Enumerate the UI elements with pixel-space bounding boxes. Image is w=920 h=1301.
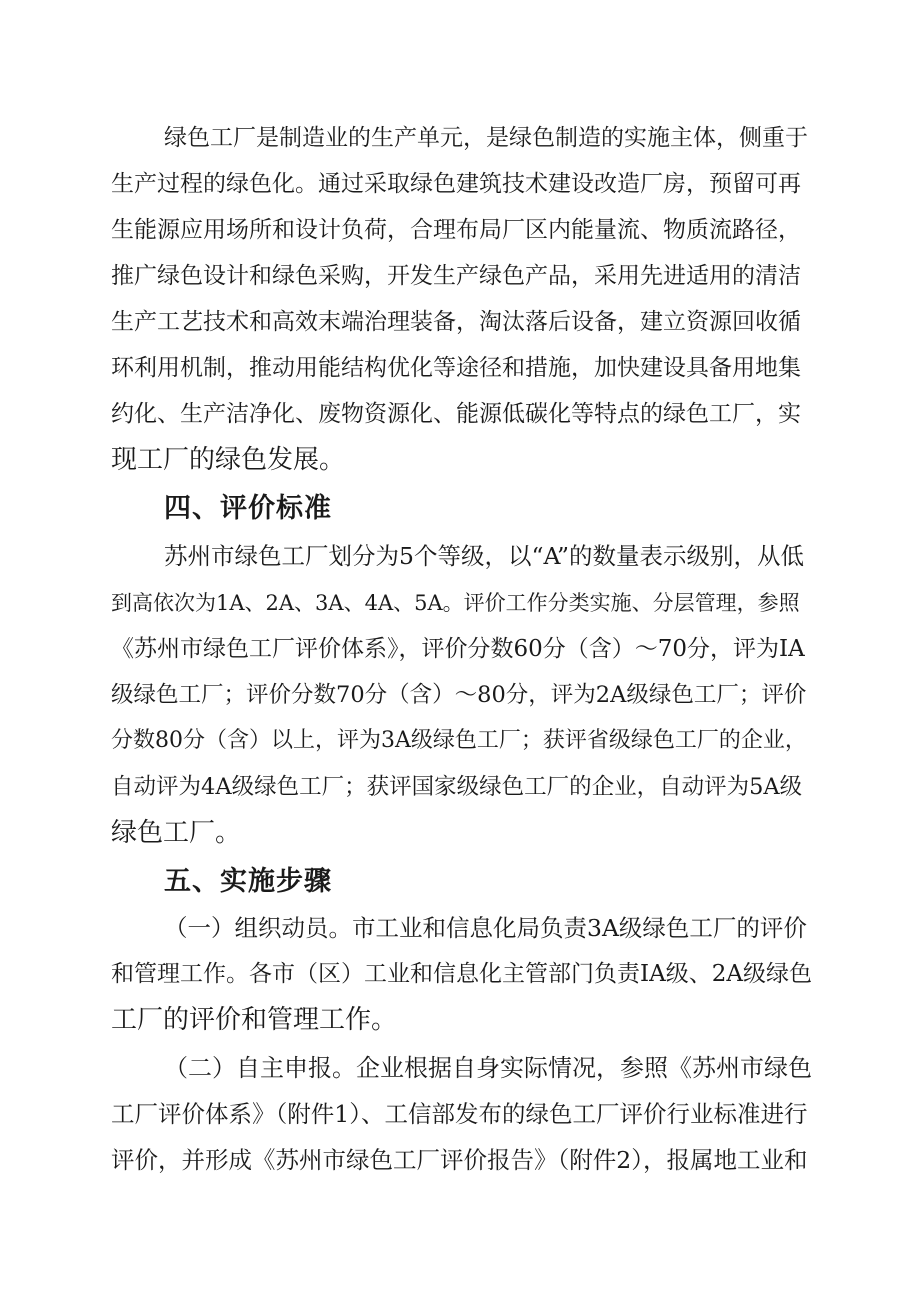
section4-line-2: 到高依次为1A、2A、3A、4A、5A。评价工作分类实施、分层管理，参照: [111, 591, 800, 615]
para1-line-1: 绿色工厂是制造业的生产单元，是绿色制造的实施主体，侧重于: [164, 125, 808, 151]
section4-line-1: 苏州市绿色工厂划分为5个等级，以“A”的数量表示级别，从低: [164, 542, 804, 570]
section4-line-7: 绿色工厂。: [111, 818, 242, 848]
section5-step1-line-3: 工厂的评价和管理工作。: [111, 1005, 398, 1035]
section5-heading: 五、实施步骤: [164, 866, 332, 897]
para1-line-5: 生产工艺技术和高效末端治理装备，淘汰落后设备，建立资源回收循: [111, 309, 801, 335]
para1-line-2: 生产过程的绿色化。通过采取绿色建筑技术建设改造厂房，预留可再: [111, 171, 801, 197]
section5-step1-line-1: （一）组织动员。市工业和信息化局负责3A级绿色工厂的评价: [164, 914, 807, 942]
section4-line-5: 分数80分（含）以上，评为3A级绿色工厂；获评省级绿色工厂的企业，: [111, 728, 807, 753]
para1-line-6: 环利用机制，推动用能结构优化等途径和措施，加快建设具备用地集: [111, 355, 801, 381]
para1-line-3: 生能源应用场所和设计负荷，合理布局厂区内能量流、物质流路径，: [111, 217, 801, 243]
section5-step1-line-2: 和管理工作。各市（区）工业和信息化主管部门负责IA级、2A级绿色: [111, 961, 812, 987]
section5-step2-line-2: 工厂评价体系》（附件1）、工信部发布的绿色工厂评价行业标准进行: [111, 1100, 808, 1128]
section4-line-3: 《苏州市绿色工厂评价体系》，评价分数60分（含）～70分，评为IA: [111, 636, 805, 662]
para1-line-8: 现工厂的绿色发展。: [111, 445, 346, 475]
para1-line-7: 约化、生产洁净化、废物资源化、能源低碳化等特点的绿色工厂，实: [111, 401, 801, 427]
section4-line-4: 级绿色工厂；评价分数70分（含）～80分，评为2A级绿色工厂；评价: [111, 682, 807, 708]
section5-step2-line-3: 评价，并形成《苏州市绿色工厂评价报告》（附件2），报属地工业和: [111, 1146, 808, 1174]
section4-heading: 四、评价标准: [164, 493, 332, 524]
para1-line-4: 推广绿色设计和绿色采购，开发生产绿色产品，采用先进适用的清洁: [111, 263, 801, 289]
section4-line-6: 自动评为4A级绿色工厂；获评国家级绿色工厂的企业，自动评为5A级: [111, 774, 803, 800]
section5-step2-line-1: （二）自主申报。企业根据自身实际情况，参照《苏州市绿色: [164, 1054, 812, 1082]
